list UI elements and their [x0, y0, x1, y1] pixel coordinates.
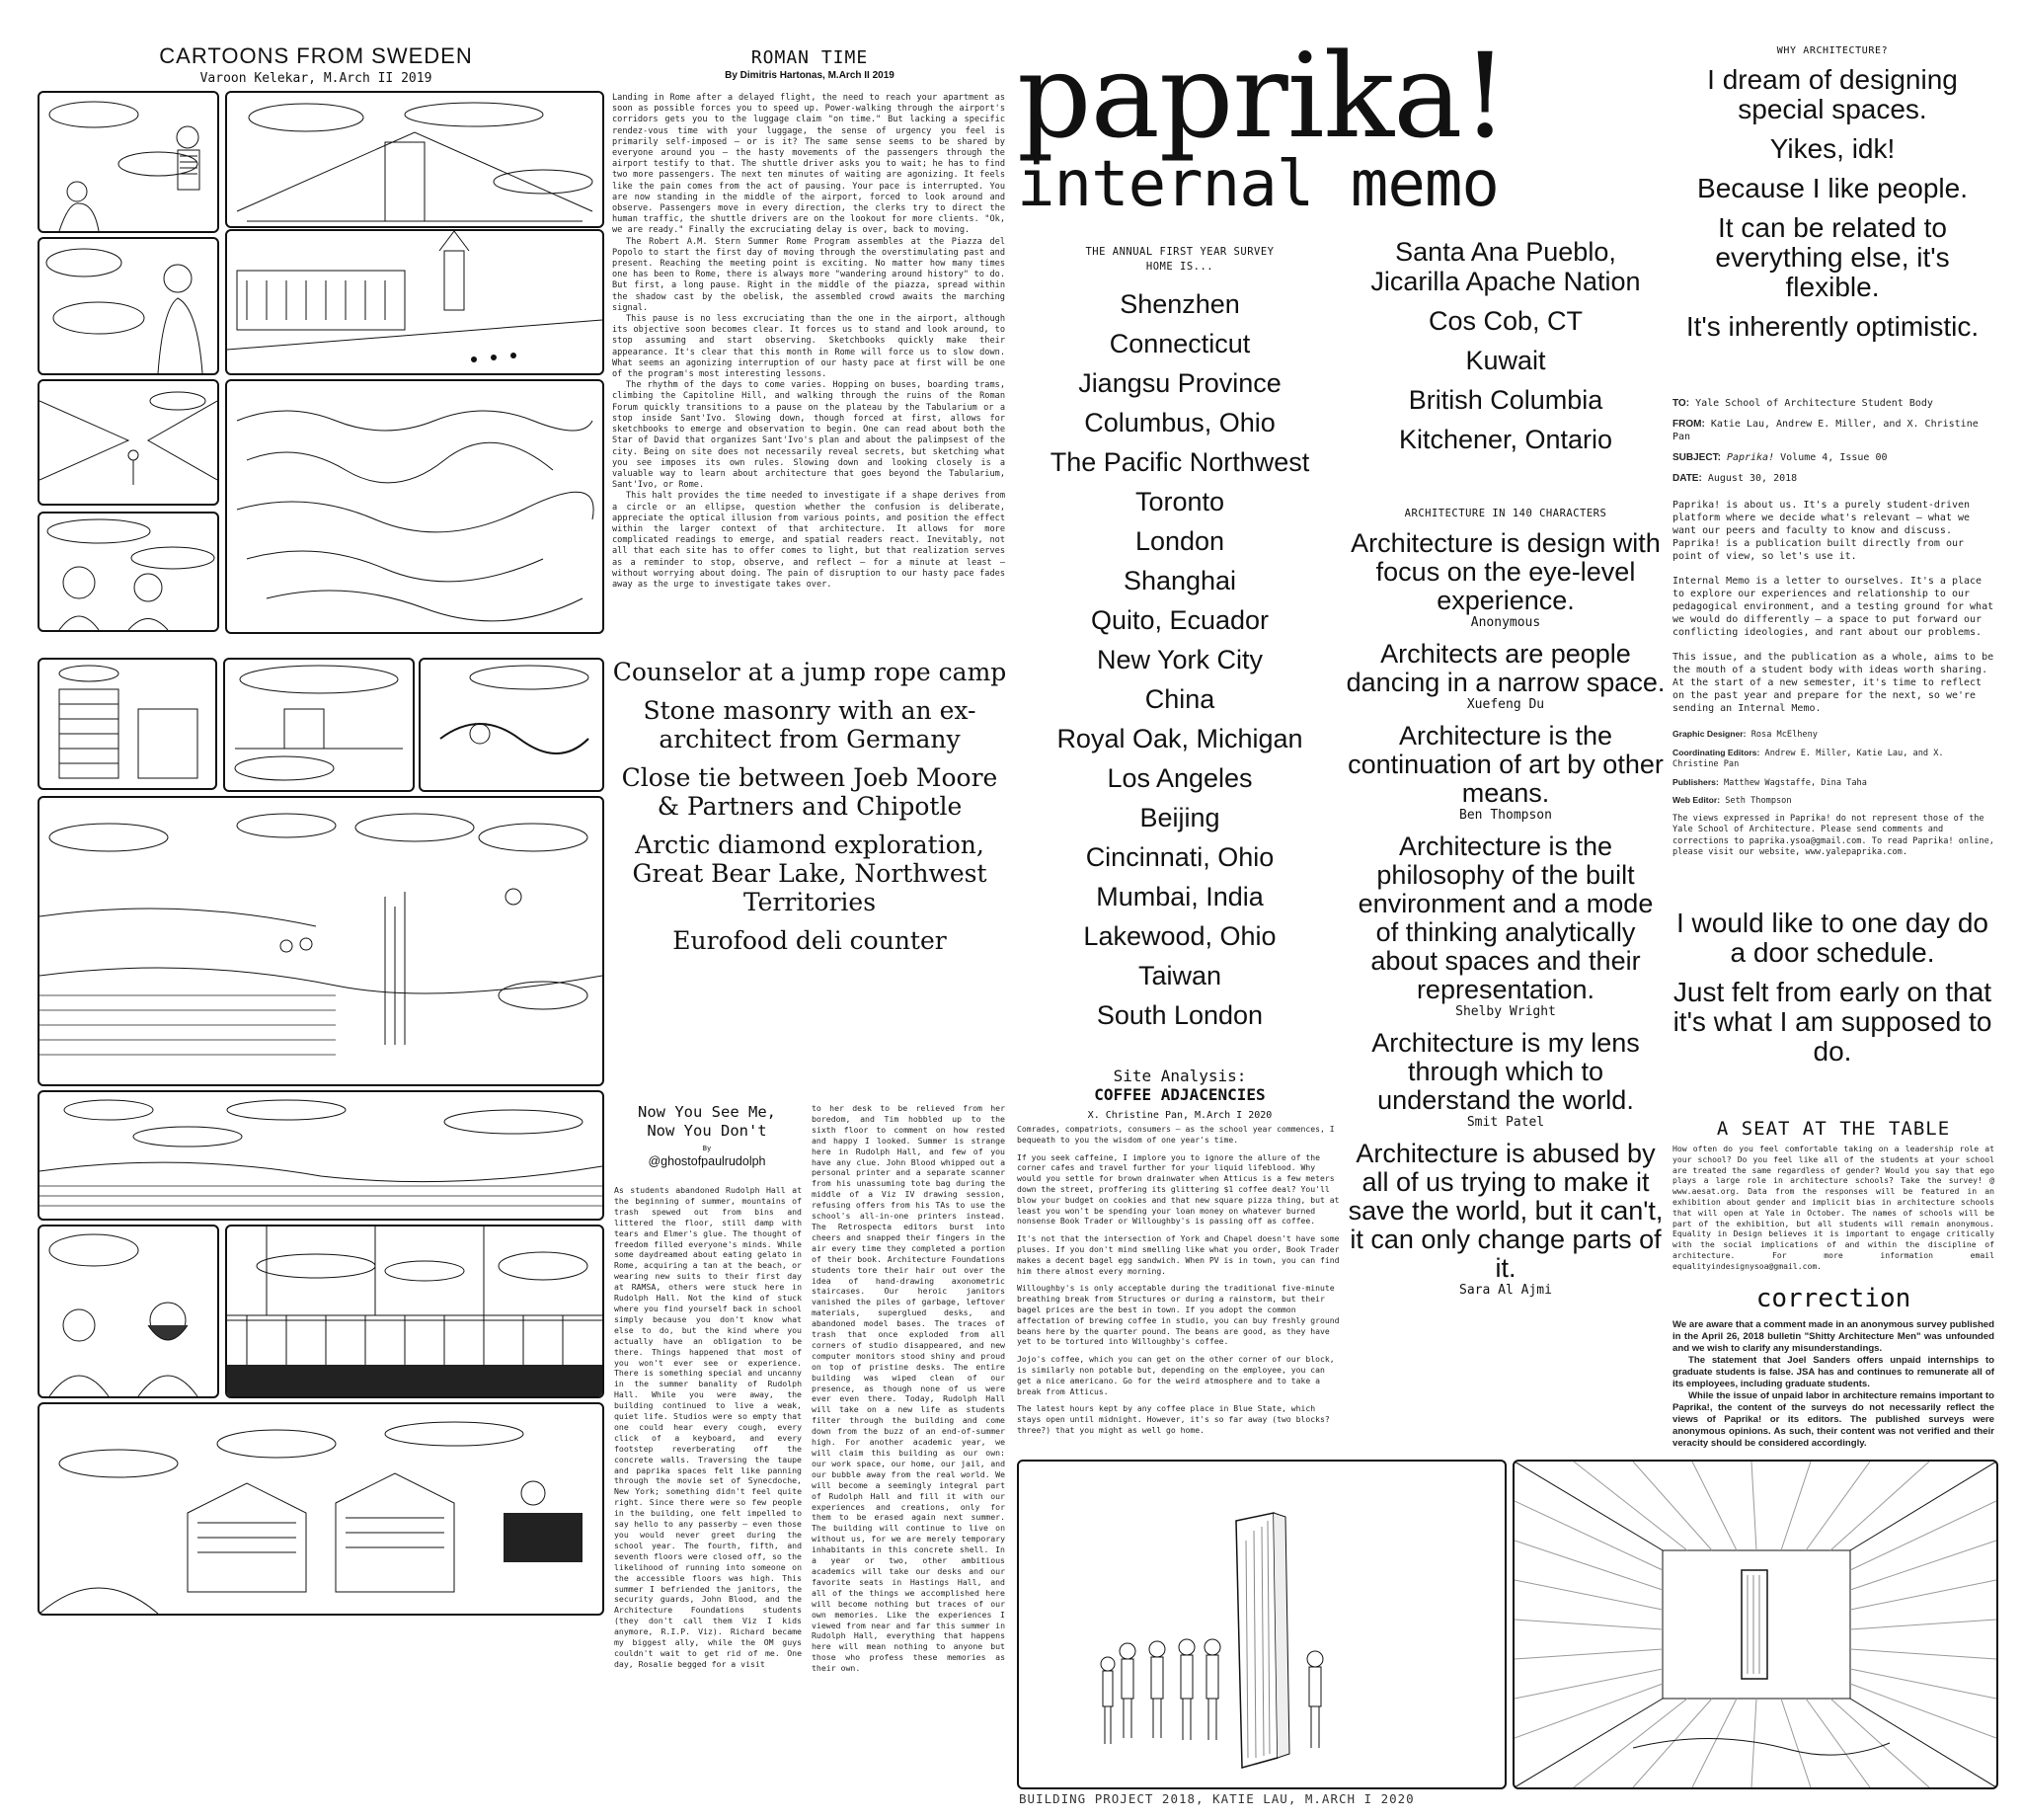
masthead-title: paprika!: [1017, 28, 1508, 164]
arch-quote-author: Ben Thompson: [1459, 808, 1552, 823]
site-title-line: Site Analysis:: [1113, 1067, 1247, 1085]
arch-quote-text: Architecture is the continuation of art by other means.: [1348, 721, 1664, 808]
home-item: Royal Oak, Michigan: [1056, 724, 1303, 753]
memo-block: [1672, 397, 1994, 859]
jobs-list: [612, 658, 1007, 965]
comic-panel: [225, 91, 604, 228]
memo-credits: [1672, 729, 1994, 859]
memo-credit: [1672, 777, 1994, 790]
memo-from-value: Katie Lau, Andrew E. Miller, and X. Christine Pan: [1672, 419, 1979, 442]
memo-credit: [1672, 795, 1994, 808]
why-answer: It's inherently optimistic.: [1685, 311, 1980, 342]
memo-to: [1672, 397, 1994, 410]
site-paragraph: Willoughby's is only acceptable during the traditional five-minute breathing break from Structures or during a rainstorm, but their bagel prices are the best in town. If you adopt the common affectation of brewing coffee in studio, you can buy freshly ground beans here by the quarter pound. The beans are good, as they have yet to be tortured into Willoughby's coffee.: [1017, 1283, 1340, 1347]
comic-panel: [38, 658, 217, 790]
jobs-item: Close tie between Joeb Moore & Partners and Chipotle: [621, 763, 998, 821]
memo-from: [1672, 418, 1994, 443]
site-header: [1017, 1067, 1343, 1121]
cartoons-title: CARTOONS FROM SWEDEN: [159, 43, 473, 68]
comic-panel: [225, 1225, 604, 1398]
home-item: Connecticut: [1109, 329, 1251, 358]
home-item: New York City: [1096, 645, 1264, 674]
survey-header-line: HOME IS...: [1145, 261, 1214, 273]
site-title-line: COFFEE ADJACENCIES: [1094, 1085, 1266, 1104]
home-item: Cincinnati, Ohio: [1085, 842, 1275, 872]
seat-title: A SEAT AT THE TABLE: [1716, 1118, 1951, 1140]
memo-credit-value: Seth Thompson: [1725, 796, 1792, 806]
correction-body: [1672, 1319, 1994, 1450]
correction-paragraph: While the issue of unpaid labor in architecture remains important to Paprika!, the content of the surveys do not necessarily reflect the views of Paprika! or its editors. The published surveys were anonymous opinions. As such, their content was not verified and their veracity should be considered accordingly.: [1672, 1390, 1994, 1449]
jobs-item: Arctic diamond exploration, Great Bear Lake, Northwest Territories: [632, 831, 987, 916]
roman-paragraph: The rhythm of the days to come varies. Hopping on buses, boarding trams, climbing the Capitoline Hill, and walking through the ruins of the Roman Forum quickly transitions to a pause on the plateau by the Tabularium or a stop inside Sant'Ivo. Slowing down, though forced at first, allows for sketchbooks to emerge and observation to begin. One can read about both the Star of David that organizes Sant'Ivo's plan and about the palimpsest of the city. Being on site does not necessarily reveal secrets, but sketching what you see imposes its own rules. Slowing down and looking closely is a valuable way to learn about architecture that goes beyond the Tabularium, Sant'Ivo, or Rome.: [612, 380, 1005, 491]
jobs-item: Counselor at a jump rope camp: [612, 658, 1007, 686]
building-drawing-right: [1513, 1460, 1998, 1789]
nowyousee-title: [614, 1103, 800, 1141]
memo-subject-pub: Paprika!: [1726, 452, 1775, 463]
arch-quote-text: Architecture is my lens through which to understand the world.: [1371, 1028, 1640, 1115]
comic-panel: [38, 1402, 604, 1616]
correction-paragraph: The statement that Joel Sanders offers unpaid internships to graduate students is false. JSA has and continues to remunerate all of its employees, including graduate students.: [1672, 1355, 1994, 1389]
why-answer: Yikes, idk!: [1769, 133, 1896, 164]
memo-credit-value: Matthew Wagstaffe, Dina Taha: [1724, 777, 1867, 788]
comic-panel: [38, 1225, 219, 1398]
home-item: Santa Ana Pueblo, Jicarilla Apache Nation: [1370, 237, 1641, 296]
comic-panel: [38, 512, 219, 632]
memo-subject-label: SUBJECT:: [1672, 452, 1721, 463]
why-answer: Just felt from early on that it's what I am supposed to do.: [1672, 977, 1992, 1067]
survey-header: [1017, 245, 1343, 275]
home-item: Columbus, Ohio: [1084, 408, 1276, 437]
site-paragraph: If you seek caffeine, I implore you to ignore the allure of the corner cafes and travel further for your liquid lifeblood. Why would you settle for brown drainwater when Atticus is a few meters down the street, proffering its glittering $1 coffee deal? You'll blow your budget on cookies and that new square pizza thing, but at least you won't be spending your loan money on whatever burned nonsense Book Trader or Willoughby's is passing off as coffee.: [1017, 1151, 1340, 1227]
why-answer: I dream of designing special spaces.: [1707, 64, 1958, 124]
memo-paragraph: This issue, and the publication as a whole, aims to be the mouth of a student body with ideas worth sharing. At the start of a new semester, it's time to reflect on the past year and prepare for the next, so we're sending an Internal Memo.: [1672, 652, 1994, 714]
why-answer: Because I like people.: [1697, 173, 1968, 203]
comic-panel: [38, 796, 604, 1086]
memo-credit-value: Rosa McElheny: [1750, 730, 1818, 740]
roman-title: ROMAN TIME: [750, 47, 869, 68]
arch-quote-text: Architecture is the philosophy of the built environment and a mode of thinking analytically about spaces and their representation.: [1358, 831, 1654, 1004]
memo-credit: [1672, 729, 1994, 742]
memo-credit-label: Coordinating Editors:: [1672, 747, 1760, 757]
nowyousee-by: By: [702, 1145, 712, 1152]
home-item: Toronto: [1134, 487, 1225, 516]
home-item: Los Angeles: [1107, 763, 1253, 793]
home-item: British Columbia: [1408, 385, 1603, 415]
memo-date-value: August 30, 2018: [1707, 473, 1798, 484]
roman-paragraph: The Robert A.M. Stern Summer Rome Program assembles at the Piazza del Popolo to start the first day of moving through the overstimulating past and present. Reaching the meeting point is exciting. No matter how many times one has been to Rome, there is always more "wandering around history" to do. But first, a long pause. Right in the middle of the piazza, spread within the shadow cast by the obelisk, the assembled crowd awaits the marching signal.: [612, 236, 1005, 313]
home-item: Kitchener, Ontario: [1398, 425, 1613, 454]
nowyousee-header: [614, 1103, 800, 1168]
roman-paragraph: This halt provides the time needed to investigate if a shape derives from a circle or an ellipse, question whether the confusion is deliberate, appreciate the optical illusion from various points, and position the effect within the larger context of that architecture. It allows for more complicated readings to emerge, and spatial readers react. Inevitably, not all that each site has to offer comes to light, but that realization serves as a reminder to stop, observe, and reflect – for a minute at least – without worrying about doing. The pain of disruption to our hasty pace fades away as the urge to investigate takes over.: [612, 491, 1005, 590]
home-item: Shanghai: [1123, 566, 1237, 595]
arch-quote: [1345, 640, 1667, 712]
comic-panel: [38, 237, 219, 375]
site-paragraph: Jojo's coffee, which you can get on the other corner of our block, is similarly non potable but, depending on the employee, you can get a nice americano. Go for the weird atmosphere and to take a break from Atticus.: [1017, 1354, 1335, 1396]
memo-disclaimer: The views expressed in Paprika! do not represent those of the Yale School of Architecture. Please send comments and corrections to paprika.ysoa@gmail.com. To read Paprika! online, please visit our website, www.yalepaprika.com.: [1672, 813, 1994, 857]
arch-quote-author: Anonymous: [1470, 615, 1541, 630]
home-item: Taiwan: [1137, 961, 1222, 990]
memo-date-label: DATE:: [1672, 473, 1702, 484]
arch-quote: [1345, 529, 1667, 630]
roman-byline: By Dimitris Hartonas, M.Arch II 2019: [725, 70, 894, 81]
why-answer: It can be related to everything else, it's flexible.: [1715, 212, 1950, 302]
home-item: Quito, Ecuador: [1090, 605, 1270, 635]
why-answers-bottom: [1667, 909, 1998, 1076]
home-item: South London: [1096, 1000, 1264, 1030]
home-item: London: [1134, 526, 1225, 556]
home-item: Jiangsu Province: [1078, 368, 1282, 398]
correction-title: correction: [1755, 1284, 1911, 1313]
home-item: Kuwait: [1465, 346, 1546, 375]
why-answer: I would like to one day do a door schedule.: [1676, 908, 1988, 968]
nowyousee-col2: to her desk to be relieved from her boredom, and Tim hobbled up to the sixth floor to comment on how rested and happy I looked. Summer is strange here in Rudolph Hall, and few of you have any clue. John Blood whipped out a personal printer and a separate scanner from his unassuming tote bag during the middle of a Viz IV drawing session, refusing offers from his TAs to use the school's all-in-one printers instead. The Retrospecta editors burst into cheers and snapped their fingers in the air every time they completed a portion of their book. Architecture Foundations students tore their hair out over the idea of hand-drawing axonometric staircases. Our heroic janitors vanished the piles of garbage, leftover materials, superglued desks, and abandoned model bases. The traces of trash that once exploded from all corners of studio disappeared, and new computer monitors stood shiny and proud on top of pristine desks. The entire building was wiped clean of our presence, as though none of us were ever even there. Today, Rudolph Hall will take on a new life as students filter through the building and come down from the buzz of an end-of-summer high. For another academic year, we will claim this building as our own: our work space, our home, our jail, and our bubble away from the real world. We will become a seemingly integral part of Rudolph Hall and fill it with our experiences and creations, only for them to be erased again next summer. The building will continue to live on without us, for we are merely temporary inhabitants in this concrete shell. In a year or two, other ambitious academics will take our desks and our favorite seats in Hastings Hall, and all of the things we accomplished here will become nothing but traces of our own memories. Like the experiences I viewed from near and far this summer in Rudolph Hall, everything that happens here will mean nothing to anyone but those who profess these memories as their own.: [812, 1103, 1005, 1674]
building-drawing-left: [1017, 1460, 1507, 1789]
memo-subject-rest: Volume 4, Issue 00: [1774, 452, 1888, 463]
building-caption: BUILDING PROJECT 2018, KATIE LAU, M.ARCH I 2020: [1019, 1791, 1415, 1806]
cartoons-byline: Varoon Kelekar, M.Arch II 2019: [199, 71, 432, 86]
arch-quote-author: Smit Patel: [1466, 1115, 1545, 1130]
site-title: [1017, 1067, 1343, 1104]
why-answers-top: [1667, 65, 1998, 352]
home-item: Shenzhen: [1120, 289, 1240, 319]
arch-quote: [1345, 722, 1667, 823]
memo-paragraph: Internal Memo is a letter to ourselves. It's a place to explore our experiences and relationship to our pedagogical environment, and a testing ground for what we would do differently – a space to put forward our conflicting ideologies, and rant about our problems.: [1672, 576, 1994, 638]
arch-quote-author: Sara Al Ajmi: [1459, 1283, 1552, 1298]
comic-panel: [38, 379, 219, 506]
memo-credit: [1672, 748, 1994, 771]
home-item: Cos Cob, CT: [1428, 306, 1584, 336]
jobs-item: Stone masonry with an ex-architect from Germany: [643, 696, 976, 753]
arch140-header: ARCHITECTURE IN 140 CHARACTERS: [1404, 508, 1607, 519]
arch-quote: [1345, 1140, 1667, 1298]
arch-quote-text: Architecture is design with focus on the eye-level experience.: [1351, 528, 1661, 615]
masthead: [1017, 28, 1678, 221]
site-byline: X. Christine Pan, M.Arch I 2020: [1087, 1110, 1273, 1121]
home-item: China: [1144, 684, 1215, 714]
memo-subject: [1672, 451, 1994, 464]
survey-header-line: THE ANNUAL FIRST YEAR SURVEY: [1085, 246, 1275, 258]
memo-paragraph: Paprika! is about us. It's a purely student-driven platform where we decide what's relevant – what we want our peers and faculty to know and discuss. Paprika! is a publication built directly from our point of view, so let's use it.: [1672, 500, 1971, 562]
roman-paragraph: Landing in Rome after a delayed flight, the need to reach your apartment as soon as possible forces you to speed up. Power-walking through the airport's corridors gets you to the luggage claim "on time." But lacking a specific rendez-vous time with your luggage, the sense of urgency you feel is primarily self-imposed – or is it? The same sense seems to be shared by everyone around you – the hasty movements of the passengers through the airport testify to that. The shuttle driver asks you to wait; he has to find two more passengers. The next ten minutes of waiting are agonizing. It feels like the pain comes from the act of pausing. Your pace is interrupted. You are now standing in the middle of the airport, forced to look around and observe. Passengers move in every direction, the clerks try to direct the human traffic, the shuttle drivers are on the lookout for more clients. "Ok, we are ready." Finally the excruciating delay is over, back to moving.: [612, 93, 1005, 236]
nowyousee-title-line: Now You Don't: [647, 1122, 767, 1140]
roman-header: [612, 47, 1007, 81]
nowyousee-author: @ghostofpaulrudolph: [648, 1154, 766, 1168]
nowyousee-col1: As students abandoned Rudolph Hall at the beginning of summer, mountains of trash spewed out from bins and littered the floor, still damp with tears and Elmer's glue. The thought of freedom filled everyone's minds. While some daydreamed about eating gelato in Rome, acquiring a tan at the beach, or wearing new suits to their first day at RAMSA, others were stuck here in Rudolph Hall. Not the kind of stuck where you find yourself back in school simply because you don't know what else to do, but the kind where you actually have an obligation to be there. Things happened that most of you won't ever see or experience. There is something special and uncanny in the summer banality of Rudolph Hall. While you were away, the building continued to live a weak, quiet life. Studios were so empty that one could hear every cough, every click of a keyboard, and every footstep reverberating off the concrete walls. Traversing the taupe and paprika spaces felt like panning through the movie set of Synecdoche, New York; something didn't feel quite right. Since there were so few people in the building, one felt impelled to say hello to any passerby – even those you would never greet during the school year. The fourth, fifth, and seventh floors were closed off, so the likelihood of running into someone on the accessible floors was high. This summer I befriended the janitors, the security guards, John Blood, and the Architecture Foundations students (they don't call them Viz I kids anymore, R.I.P. Viz). Richard became my biggest ally, while the OM guys couldn't wait to get rid of me. One day, Rosalie begged for a visit: [614, 1185, 802, 1669]
memo-credit-label: Publishers:: [1672, 776, 1719, 787]
memo-to-label: TO:: [1672, 398, 1690, 409]
memo-from-label: FROM:: [1672, 419, 1705, 430]
comic-panel: [38, 1090, 604, 1221]
jobs-item: Eurofood deli counter: [672, 926, 947, 955]
comic-panel: [419, 658, 604, 792]
arch-quote-text: Architecture is abused by all of us trying to make it save the world, but it can't, it can only change parts of it.: [1348, 1139, 1664, 1283]
site-paragraph: Comrades, compatriots, consumers – as the school year commences, I bequeath to you the wisdom of one year's time.: [1017, 1124, 1335, 1145]
roman-paragraph: This pause is no less excruciating than the one in the airport, although its objective soon becomes clear. It forces us to stand and look around, to stop assuming and start observing. Sketchbooks quickly make their appearance. It's clear that this month in Rome will force us to slow down. What seems an agonizing interruption of our hasty pace at first will be one of the program's most interesting lessons.: [612, 314, 1005, 380]
cartoons-header: [39, 43, 592, 86]
site-body: [1017, 1124, 1343, 1443]
memo-credit-value: Andrew E. Miller, Katie Lau, and X. Christine Pan: [1672, 748, 1944, 769]
homes-list-left: [1017, 284, 1343, 1035]
roman-body: [612, 93, 1005, 591]
homes-list-right: [1353, 237, 1659, 464]
site-paragraph: The latest hours kept by any coffee place in Blue State, which stays open until midnight. However, it's so far away (two blocks? three?) that you might as well go home.: [1017, 1403, 1330, 1435]
nowyousee-title-line: Now You See Me,: [638, 1103, 776, 1121]
memo-credit-label: Graphic Designer:: [1672, 729, 1747, 739]
comic-panel: [225, 379, 604, 634]
comic-panel: [38, 91, 219, 233]
home-item: Lakewood, Ohio: [1083, 921, 1277, 951]
memo-to-value: Yale School of Architecture Student Body: [1695, 398, 1933, 409]
arch-quote-text: Architects are people dancing in a narrow space.: [1346, 639, 1666, 697]
arch-quote-author: Shelby Wright: [1455, 1004, 1556, 1019]
arch-quote-author: Xuefeng Du: [1466, 697, 1545, 712]
comic-panel: [225, 229, 604, 375]
memo-credit-label: Web Editor:: [1672, 795, 1721, 805]
masthead-subtitle: internal memo: [1017, 148, 1499, 221]
home-item: Mumbai, India: [1096, 882, 1264, 911]
seat-body: How often do you feel comfortable taking on a leadership role at your school? Do you feel like all of the students at your school are treated the same regardless of gender? Would you say that ego plays a large role in architecture schools? Take the survey! @ www.aesat.org. Data from the responses will be featured in an exhibition about gender and implicit bias in architecture schools that will open at Yale in October. The names of schools will be part of the exhibition, but all students will remain anonymous. Equality in Design believes it is important to engage critically with the social implications of and within the discipline of architecture. For more information email equalityindesignysoa@gmail.com.: [1672, 1144, 1994, 1271]
arch-quote: [1345, 1029, 1667, 1130]
comic-panel: [223, 658, 415, 792]
correction-paragraph: We are aware that a comment made in an anonymous survey published in the April 26, 2018 bulletin "Shitty Architecture Men" was unfounded and we wish to clarify any misunderstandings.: [1672, 1319, 1994, 1354]
arch-quote: [1345, 832, 1667, 1019]
site-paragraph: It's not that the intersection of York and Chapel doesn't have some pluses. If you don't mind smelling like what you order, Book Trader makes a decent bagel egg sandwich. When PV is in town, you can find him there almost every morning.: [1017, 1233, 1340, 1276]
memo-date: [1672, 472, 1994, 485]
home-item: Beijing: [1139, 803, 1220, 832]
why-header: WHY ARCHITECTURE?: [1776, 45, 1889, 56]
home-item: The Pacific Northwest: [1050, 447, 1310, 477]
arch140-quotes: [1345, 529, 1667, 1307]
